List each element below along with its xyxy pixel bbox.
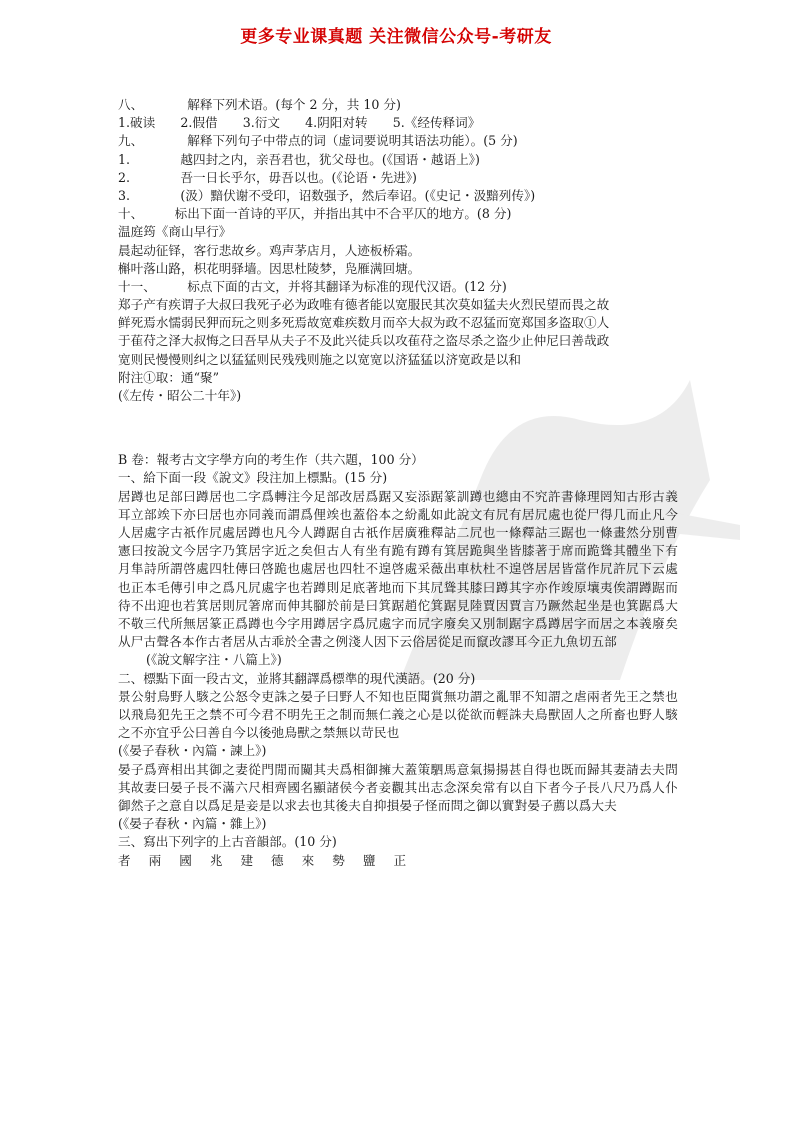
- poem-title: 温庭筠《商山早行》: [118, 224, 232, 240]
- part-b-question-2-source-1: (《晏子春秋・內篇・諫上》): [118, 743, 267, 759]
- rhyme-char: 鹽: [362, 852, 376, 868]
- rhyme-char: 國: [179, 852, 192, 868]
- part-b-question-1-text: 居蹲也足部曰蹲居也二字爲轉注今足部改居爲踞又妄添踞篆訓蹲也總由不究許書條理罔知古形古義耳立部竢下亦曰居也亦同義而謂爲俚竢也蓋俗本之紛亂如此說文有凥有居凥處也從尸得几而止凡今人居處字古祇作凥處居蹲也凡今人蹲踞自古祇作居廣雅釋詁二凥也一條釋詁三踞也一條畫然分別曹憲曰按說文今居字乃箕居字近之矣但古人有坐有跪有蹲有箕居跪與坐皆膝著于席而跪聳其體坐下有月隼詩所謂啓處四牡傳曰啓跪也處居也四牡不遑啓處采薇出車杕杜不遑啓居居皆當作凥許凥下云處也正本毛傳引申之爲凡凥處字也若蹲則足底著地而下其凥聳其膝曰蹲其字亦作竣原壤夷俟謂蹲踞而待不出迎也若箕居則凥箸席而伸其腳於前是曰箕踞趙佗箕踞見陸賈因賈言乃蹶然起坐是也箕踞爲大不敬三代所無居篆正爲蹲也今字用蹲居字爲凥處字而凥字廢矣又別制踞字爲蹲居字而居之本義廢矣从尸古聲各本作古者居从古乖於全書之例淺人因下云俗居從足而竄改謬耳今正九魚切五部: [118, 488, 678, 650]
- question-11-text-line-4: 宽则民慢慢则纠之以猛猛则民残残则施之以宽宽以济猛猛以济宽政是以和: [118, 351, 521, 367]
- part-b-question-2-source-2: (《晏子春秋・內篇・雜上》): [118, 816, 267, 832]
- rhyme-char: 來: [301, 852, 315, 868]
- rhyme-char: 兆: [209, 852, 223, 868]
- part-b-question-1-title: 一、給下面一段《說文》段注加上標點。(15 分): [118, 470, 388, 486]
- rhyme-char: 德: [271, 852, 284, 868]
- question-11-title: 十一、 标点下面的古文，并将其翻译为标准的现代汉语。(12 分): [118, 278, 507, 294]
- question-8-terms: 1.破读 2.假借 3.衍文 4.阴阳对转 5.《经传释词》: [118, 115, 481, 131]
- exam-content: [118, 96, 678, 870]
- part-b-question-2-title: 二、標點下面一段古文，並將其翻譯爲標準的現代漢語。(20 分): [118, 670, 476, 686]
- question-10-title: 十、 标出下面一首诗的平仄，并指出其中不合平仄的地方。(8 分): [118, 206, 512, 222]
- question-11-source: (《左传・昭公二十年》): [118, 388, 242, 403]
- poem-line-1: 晨起动征铎，客行悲故乡。鸡声茅店月，人迹板桥霜。: [118, 242, 421, 258]
- rhyme-char: 勢: [332, 852, 345, 868]
- page-banner: 更多专业课真题 关注微信公众号-考研友: [240, 27, 552, 47]
- rhyme-char: 正: [393, 852, 407, 868]
- question-11-text-line-3: 于萑苻之泽大叔悔之曰吾早从夫子不及此兴徒兵以攻萑苻之盗尽杀之盗少止仲尼曰善哉政: [118, 333, 610, 349]
- question-9-item-3: 3. (汲）黯伏谢不受印，诏数强予，然后奉诏。(《史记・汲黯列传》): [118, 187, 536, 203]
- question-9-item-1: 1. 越四封之内，亲吾君也，犹父母也。(《国语・越语上》): [118, 151, 480, 167]
- part-b-question-3-title: 三、寫出下列字的上古音韻部。(10 分): [118, 834, 337, 850]
- question-9-title: 九、 解释下列句子中带点的词（虚词要说明其语法功能）。(5 分): [118, 133, 518, 149]
- rhyme-char: 建: [240, 852, 254, 868]
- poem-line-2: 槲叶落山路，枳花明驿墙。因思杜陵梦，凫雁满回塘。: [118, 260, 421, 276]
- question-9-item-2: 2. 吾一日长乎尔，毋吾以也。(《论语・先进》): [118, 169, 417, 185]
- part-b-question-3-characters: [118, 852, 678, 870]
- question-11-text-line-1: 郑子产有疾谓子大叔曰我死子必为政唯有德者能以宽服民其次莫如猛夫火烈民望而畏之故: [118, 297, 610, 313]
- part-b-title: B 卷：報考古文字學方向的考生作（共六題，100 分）: [118, 452, 424, 468]
- part-b-question-2-text-2: 晏子爲齊相出其御之妻從門閒而闚其夫爲相御擁大蓋策駟馬意氣揚揚甚自得也既而歸其妻請去夫問其故妻曰晏子長不滿六尺相齊國名顯諸侯今者妾觀其出志念深矣常有以自下者今子長八尺乃爲人仆御然子之意自以爲足是妾是以求去也其後夫自抑損晏子怪而問之御以實對晏子薦以爲大夫: [118, 761, 678, 813]
- rhyme-char: 者: [118, 852, 131, 868]
- part-b-question-1-source: (《說文解字注・八篇上》): [146, 652, 282, 668]
- question-8-title: 八、 解释下列术语。(每个 2 分，共 10 分): [118, 97, 401, 112]
- part-b-question-2-text-1: 景公射鳥野人駭之公怒令吏誅之晏子曰野人不知也臣聞賞無功謂之亂罪不知謂之虐兩者先王之禁也以飛鳥犯先王之禁不可今君不明先王之制而無仁義之心是以從欲而輕誅夫鳥獸固人之所畜也野人駭之不亦宜乎公曰善自今以後弛鳥獸之禁無以苛民也: [118, 688, 678, 741]
- rhyme-char: 兩: [148, 852, 162, 868]
- question-11-note: 附注①取：通“聚”: [118, 369, 220, 385]
- question-11-text-line-2: 鲜死焉水懦弱民狎而玩之则多死焉故宽难疾数月而卒大叔为政不忍猛而宽郑国多盗取①人: [118, 315, 610, 331]
